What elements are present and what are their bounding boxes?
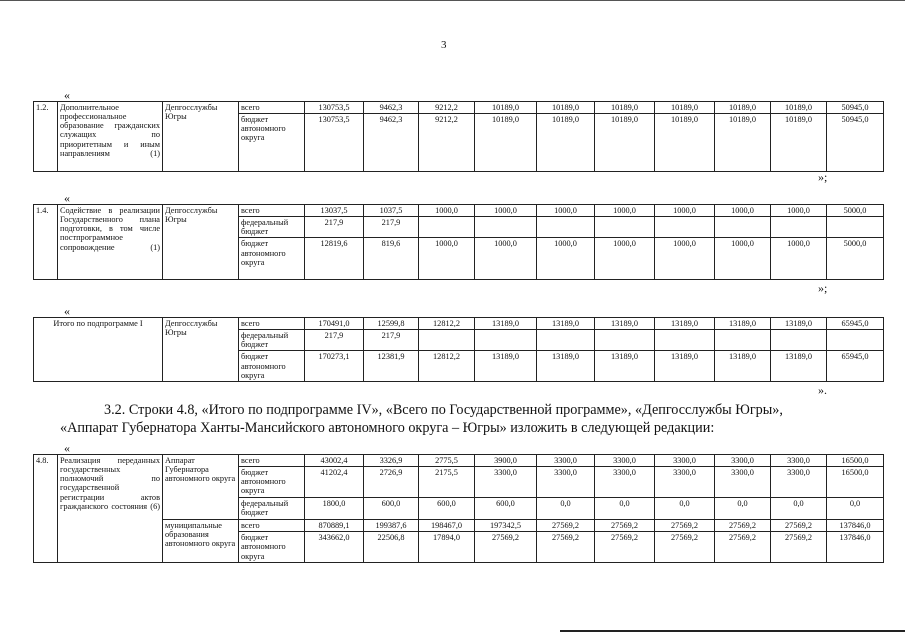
value-cell: 43002,4 bbox=[305, 455, 364, 467]
source-label: всего bbox=[239, 205, 305, 217]
value-cell: 27569,2 bbox=[771, 532, 827, 563]
value-cell: 12819,6 bbox=[305, 238, 364, 280]
value-cell: 217,9 bbox=[364, 330, 419, 351]
value-cell: 13189,0 bbox=[475, 318, 537, 330]
value-cell: 10189,0 bbox=[537, 114, 595, 172]
value-cell: 1000,0 bbox=[595, 205, 655, 217]
executor: муниципальные образования автономного округа bbox=[163, 520, 239, 563]
value-cell: 16500,0 bbox=[827, 455, 884, 467]
value-cell: 197342,5 bbox=[475, 520, 537, 532]
value-cell: 3300,0 bbox=[655, 455, 715, 467]
value-cell: 3900,0 bbox=[475, 455, 537, 467]
value-cell bbox=[475, 330, 537, 351]
value-cell: 217,9 bbox=[364, 217, 419, 238]
value-cell: 9212,2 bbox=[419, 102, 475, 114]
value-cell: 27569,2 bbox=[715, 532, 771, 563]
value-cell: 130753,5 bbox=[305, 102, 364, 114]
value-cell: 9462,3 bbox=[364, 114, 419, 172]
value-cell: 10189,0 bbox=[655, 114, 715, 172]
scan-artifact-top bbox=[0, 0, 905, 1]
value-cell: 1000,0 bbox=[475, 238, 537, 280]
value-cell: 600,0 bbox=[419, 498, 475, 520]
value-cell bbox=[827, 330, 884, 351]
value-cell: 198467,0 bbox=[419, 520, 475, 532]
value-cell: 3300,0 bbox=[595, 455, 655, 467]
value-cell: 27569,2 bbox=[595, 532, 655, 563]
source-label: всего bbox=[239, 318, 305, 330]
value-cell: 13189,0 bbox=[595, 318, 655, 330]
value-cell: 0,0 bbox=[655, 498, 715, 520]
paragraph-line-2: «Аппарат Губернатора Ханты-Мансийского автономного округа – Югры» изложить в следующей редакции: bbox=[60, 420, 715, 436]
value-cell: 0,0 bbox=[715, 498, 771, 520]
value-cell: 27569,2 bbox=[715, 520, 771, 532]
value-cell: 3300,0 bbox=[715, 467, 771, 498]
value-cell: 1000,0 bbox=[715, 205, 771, 217]
value-cell bbox=[655, 330, 715, 351]
value-cell bbox=[715, 217, 771, 238]
value-cell bbox=[419, 330, 475, 351]
value-cell: 9462,3 bbox=[364, 102, 419, 114]
value-cell: 1000,0 bbox=[419, 205, 475, 217]
value-cell bbox=[475, 217, 537, 238]
source-label: бюджет автономного округа bbox=[239, 467, 305, 498]
source-label: всего bbox=[239, 102, 305, 114]
source-label: бюджет автономного округа bbox=[239, 238, 305, 280]
value-cell: 13189,0 bbox=[655, 351, 715, 382]
value-cell: 217,9 bbox=[305, 330, 364, 351]
value-cell: 3300,0 bbox=[655, 467, 715, 498]
value-cell bbox=[595, 330, 655, 351]
source-label: всего bbox=[239, 520, 305, 532]
value-cell bbox=[419, 217, 475, 238]
value-cell: 17894,0 bbox=[419, 532, 475, 563]
value-cell: 2175,5 bbox=[419, 467, 475, 498]
value-cell: 0,0 bbox=[827, 498, 884, 520]
source-label: бюджет автономного округа bbox=[239, 532, 305, 563]
value-cell: 137846,0 bbox=[827, 532, 884, 563]
executor: Депгосслужбы Югры bbox=[163, 318, 239, 382]
value-cell: 12812,2 bbox=[419, 318, 475, 330]
value-cell bbox=[715, 330, 771, 351]
table-row-1-4 bbox=[33, 204, 884, 280]
value-cell bbox=[771, 217, 827, 238]
value-cell: 27569,2 bbox=[655, 520, 715, 532]
value-cell: 27569,2 bbox=[537, 520, 595, 532]
value-cell: 13189,0 bbox=[537, 318, 595, 330]
executor: Аппарат Губернатора автономного округа bbox=[163, 455, 239, 520]
page-number: 3 bbox=[441, 39, 447, 51]
quote-close-2: »; bbox=[818, 281, 828, 295]
value-cell: 27569,2 bbox=[595, 520, 655, 532]
value-cell: 1000,0 bbox=[537, 238, 595, 280]
executor: Депгосслужбы Югры bbox=[163, 205, 239, 280]
value-cell: 5000,0 bbox=[827, 205, 884, 217]
value-cell: 27569,2 bbox=[771, 520, 827, 532]
value-cell: 27569,2 bbox=[475, 532, 537, 563]
value-cell: 13189,0 bbox=[475, 351, 537, 382]
value-cell: 10189,0 bbox=[655, 102, 715, 114]
quote-open-4: « bbox=[64, 441, 70, 455]
value-cell: 600,0 bbox=[475, 498, 537, 520]
source-label: федеральный бюджет bbox=[239, 498, 305, 520]
value-cell: 13189,0 bbox=[595, 351, 655, 382]
measure-name: Содействие в реализации Государственного плана подготовки, в том числе постпрограммное сопровождение (1) bbox=[58, 205, 163, 280]
value-cell: 3300,0 bbox=[771, 455, 827, 467]
value-cell: 41202,4 bbox=[305, 467, 364, 498]
value-cell: 1000,0 bbox=[655, 238, 715, 280]
value-cell bbox=[537, 217, 595, 238]
value-cell bbox=[655, 217, 715, 238]
scan-artifact-bottom bbox=[560, 630, 905, 632]
table-total-subprogram-1 bbox=[33, 317, 884, 382]
value-cell: 199387,6 bbox=[364, 520, 419, 532]
value-cell: 0,0 bbox=[771, 498, 827, 520]
value-cell: 3300,0 bbox=[537, 467, 595, 498]
source-label: бюджет автономного округа bbox=[239, 351, 305, 382]
value-cell: 12812,2 bbox=[419, 351, 475, 382]
value-cell: 10189,0 bbox=[595, 114, 655, 172]
value-cell: 10189,0 bbox=[715, 102, 771, 114]
value-cell: 2775,5 bbox=[419, 455, 475, 467]
quote-close-1: »; bbox=[818, 170, 828, 184]
value-cell: 10189,0 bbox=[475, 114, 537, 172]
value-cell: 50945,0 bbox=[827, 114, 884, 172]
source-label: федеральный бюджет bbox=[239, 330, 305, 351]
source-label: всего bbox=[239, 455, 305, 467]
value-cell: 170491,0 bbox=[305, 318, 364, 330]
value-cell bbox=[827, 217, 884, 238]
value-cell: 13037,5 bbox=[305, 205, 364, 217]
value-cell: 600,0 bbox=[364, 498, 419, 520]
value-cell: 1000,0 bbox=[771, 238, 827, 280]
value-cell: 27569,2 bbox=[537, 532, 595, 563]
source-label: федеральный бюджет bbox=[239, 217, 305, 238]
value-cell: 3300,0 bbox=[537, 455, 595, 467]
row-number: 1.2. bbox=[34, 102, 58, 172]
value-cell: 0,0 bbox=[595, 498, 655, 520]
value-cell: 1037,5 bbox=[364, 205, 419, 217]
value-cell: 137846,0 bbox=[827, 520, 884, 532]
value-cell: 13189,0 bbox=[771, 318, 827, 330]
total-label: Итого по подпрограмме I bbox=[34, 318, 163, 382]
row-number: 4.8. bbox=[34, 455, 58, 563]
measure-name: Реализация переданных государственных полномочий по государственной регистрации актов гражданского состояния (6) bbox=[58, 455, 163, 563]
value-cell: 870889,1 bbox=[305, 520, 364, 532]
value-cell: 12599,8 bbox=[364, 318, 419, 330]
value-cell: 1000,0 bbox=[537, 205, 595, 217]
value-cell: 10189,0 bbox=[771, 114, 827, 172]
value-cell: 343662,0 bbox=[305, 532, 364, 563]
value-cell: 13189,0 bbox=[715, 318, 771, 330]
value-cell bbox=[537, 330, 595, 351]
value-cell: 1000,0 bbox=[419, 238, 475, 280]
value-cell: 65945,0 bbox=[827, 318, 884, 330]
quote-open-2: « bbox=[64, 191, 70, 205]
value-cell: 130753,5 bbox=[305, 114, 364, 172]
value-cell: 1000,0 bbox=[655, 205, 715, 217]
table-row-1-2 bbox=[33, 101, 884, 172]
value-cell: 10189,0 bbox=[595, 102, 655, 114]
value-cell: 1800,0 bbox=[305, 498, 364, 520]
value-cell bbox=[771, 330, 827, 351]
value-cell: 13189,0 bbox=[715, 351, 771, 382]
paragraph-line-1: 3.2. Строки 4.8, «Итого по подпрограмме IV», «Всего по Государственной программе», «Депгосслужбы Югры», bbox=[104, 402, 783, 418]
value-cell: 1000,0 bbox=[771, 205, 827, 217]
value-cell: 10189,0 bbox=[475, 102, 537, 114]
measure-name: Дополнительное профессиональное образование гражданских служащих по приоритетным и иным направлениям (1) bbox=[58, 102, 163, 172]
value-cell: 13189,0 bbox=[655, 318, 715, 330]
value-cell: 16500,0 bbox=[827, 467, 884, 498]
value-cell: 3300,0 bbox=[715, 455, 771, 467]
value-cell: 3326,9 bbox=[364, 455, 419, 467]
quote-open-1: « bbox=[64, 88, 70, 102]
row-number: 1.4. bbox=[34, 205, 58, 280]
value-cell: 13189,0 bbox=[537, 351, 595, 382]
value-cell: 170273,1 bbox=[305, 351, 364, 382]
value-cell: 50945,0 bbox=[827, 102, 884, 114]
value-cell: 10189,0 bbox=[771, 102, 827, 114]
value-cell bbox=[595, 217, 655, 238]
value-cell: 3300,0 bbox=[595, 467, 655, 498]
value-cell: 27569,2 bbox=[655, 532, 715, 563]
table-row-4-8 bbox=[33, 454, 884, 563]
value-cell: 9212,2 bbox=[419, 114, 475, 172]
value-cell: 2726,9 bbox=[364, 467, 419, 498]
value-cell: 5000,0 bbox=[827, 238, 884, 280]
value-cell: 1000,0 bbox=[595, 238, 655, 280]
value-cell: 1000,0 bbox=[475, 205, 537, 217]
executor: Депгосслужбы Югры bbox=[163, 102, 239, 172]
value-cell: 0,0 bbox=[537, 498, 595, 520]
value-cell: 3300,0 bbox=[771, 467, 827, 498]
source-label: бюджет автономного округа bbox=[239, 114, 305, 172]
quote-open-3: « bbox=[64, 304, 70, 318]
value-cell: 22506,8 bbox=[364, 532, 419, 563]
quote-close-3: ». bbox=[818, 383, 827, 397]
value-cell: 65945,0 bbox=[827, 351, 884, 382]
value-cell: 13189,0 bbox=[771, 351, 827, 382]
value-cell: 10189,0 bbox=[715, 114, 771, 172]
value-cell: 12381,9 bbox=[364, 351, 419, 382]
value-cell: 1000,0 bbox=[715, 238, 771, 280]
value-cell: 10189,0 bbox=[537, 102, 595, 114]
value-cell: 3300,0 bbox=[475, 467, 537, 498]
value-cell: 217,9 bbox=[305, 217, 364, 238]
value-cell: 819,6 bbox=[364, 238, 419, 280]
